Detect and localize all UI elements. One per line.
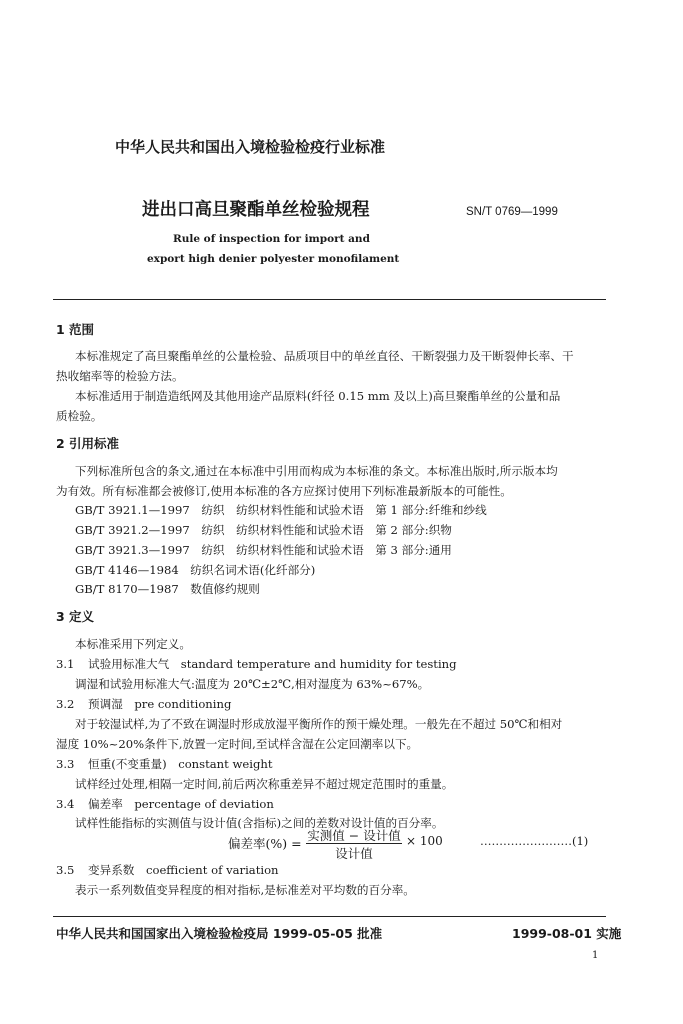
formula-lhs: 偏差率(%) = <box>228 836 302 851</box>
definition-text: 试样性能指标的实测值与设计值(含指标)之间的差数对设计值的百分率。 <box>75 816 444 830</box>
formula-reference: ……………………(1) <box>480 834 589 848</box>
document-number: SN/T 0769—1999 <box>466 206 558 218</box>
formula-denominator: 设计值 <box>335 846 373 861</box>
reference-item: GB/T 4146—1984 纺织名词术语(化纤部分) <box>75 563 316 577</box>
definition-text: 对于较湿试样,为了不致在调湿时形成放湿平衡所作的预干燥处理。一般先在不超过 50℃和相对 <box>75 717 563 731</box>
document-title-english-line1: Rule of inspection for import and <box>173 233 370 245</box>
definition-text: 湿度 10%~20%条件下,放置一定时间,至试样含湿在公定回潮率以下。 <box>56 737 419 751</box>
definition-term: 预调湿 pre conditioning <box>88 697 232 711</box>
section-heading-scope: 1 范围 <box>56 322 95 337</box>
section-heading-definitions: 3 定义 <box>56 609 95 624</box>
scope-paragraph-2-line1: 本标准适用于制造造纸网及其他用途产品原料(纤径 0.15 mm 及以上)高旦聚酯单丝的公量和品 <box>75 389 561 403</box>
formula-multiplier: × 100 <box>406 834 443 848</box>
definition-term: 恒重(不变重量) constant weight <box>88 757 273 771</box>
reference-item: GB/T 3921.1—1997 纺织 纺织材料性能和试验术语 第 1 部分:纤维和纱线 <box>75 503 487 517</box>
definition-number: 3.1 <box>56 657 75 671</box>
page-number: 1 <box>592 950 599 961</box>
definitions-intro: 本标准采用下列定义。 <box>75 637 191 651</box>
definition-term: 变异系数 coefficient of variation <box>88 863 279 877</box>
approval-line: 中华人民共和国国家出入境检验检疫局 1999-05-05 批准 <box>56 926 383 941</box>
scope-paragraph-2-line2: 质检验。 <box>56 409 103 423</box>
header-divider <box>53 299 606 300</box>
references-intro-line2: 为有效。所有标准都会被修订,使用本标准的各方应探讨使用下列标准最新版本的可能性。 <box>56 484 512 498</box>
scope-paragraph-1-line1: 本标准规定了高旦聚酯单丝的公量检验、品质项目中的单丝直径、干断裂强力及干断裂伸长率、干 <box>75 349 574 363</box>
implementation-date: 1999-08-01 实施 <box>512 926 622 941</box>
definition-number: 3.2 <box>56 697 75 711</box>
definition-number: 3.3 <box>56 757 75 771</box>
reference-item: GB/T 8170—1987 数值修约规则 <box>75 582 260 596</box>
references-intro-line1: 下列标准所包含的条文,通过在本标准中引用而构成为本标准的条文。本标准出版时,所示版本均 <box>75 464 558 478</box>
definition-text: 试样经过处理,相隔一定时间,前后两次称重差异不超过规定范围时的重量。 <box>75 777 454 791</box>
document-title: 进出口高旦聚酯单丝检验规程 <box>142 200 370 220</box>
scope-paragraph-1-line2: 热收缩率等的检验方法。 <box>56 369 184 383</box>
definition-text: 表示一系列数值变异程度的相对指标,是标准差对平均数的百分率。 <box>75 883 415 897</box>
definition-term: 试验用标准大气 standard temperature and humidity for testing <box>88 657 457 671</box>
definition-number: 3.4 <box>56 797 75 811</box>
definition-number: 3.5 <box>56 863 75 877</box>
definition-text: 调湿和试验用标准大气:温度为 20℃±2℃,相对湿度为 63%~67%。 <box>75 677 430 691</box>
reference-item: GB/T 3921.3—1997 纺织 纺织材料性能和试验术语 第 3 部分:通用 <box>75 543 452 557</box>
document-title-english-line2: export high denier polyester monofilament <box>147 253 400 265</box>
reference-item: GB/T 3921.2—1997 纺织 纺织材料性能和试验术语 第 2 部分:织物 <box>75 523 452 537</box>
definition-term: 偏差率 percentage of deviation <box>88 797 274 811</box>
formula-numerator: 实测值 − 设计值 <box>307 828 401 843</box>
agency-title: 中华人民共和国出入境检验检疫行业标准 <box>115 138 386 156</box>
section-heading-references: 2 引用标准 <box>56 436 120 451</box>
footer-divider <box>53 916 606 917</box>
